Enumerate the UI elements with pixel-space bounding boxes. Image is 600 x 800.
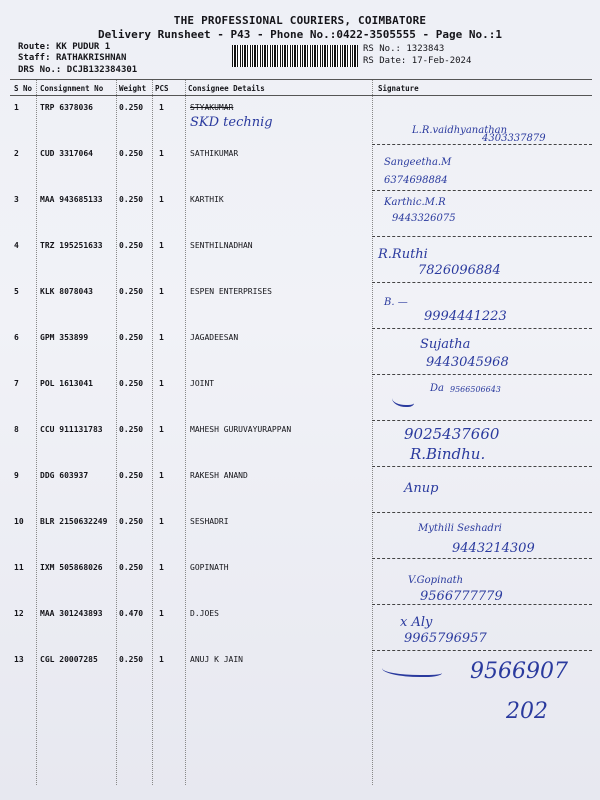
row-separator [372,190,592,191]
row-weight: 0.250 [119,241,144,250]
route-line [18,42,110,52]
row-separator [372,466,592,467]
pen-scribble [392,393,414,407]
row-weight: 0.250 [119,103,144,112]
row-signature-phone: 6374698884 [384,175,448,186]
row-consignment: CCU 911131783 [40,425,103,434]
row-weight: 0.250 [119,655,144,664]
row-pcs: 1 [159,287,164,296]
row-sno: 5 [14,287,19,296]
table-row [0,379,600,425]
row-pcs: 1 [159,333,164,342]
row-pcs: 1 [159,379,164,388]
row-consignee: D.JOES [190,609,219,618]
row-pcs: 1 [159,103,164,112]
row-weight: 0.250 [119,333,144,342]
company-title: THE PROFESSIONAL COURIERS, COIMBATORE [173,14,427,27]
row-consignment: GPM 353899 [40,333,89,342]
row-pcs: 1 [159,609,164,618]
row-sno: 1 [14,103,19,112]
row-separator [372,374,592,375]
row-sno: 10 [14,517,24,526]
row-signature-phone: 9965796957 [404,631,487,646]
row-signature-phone: 9025437660 [404,425,500,443]
rs-no-value: 1323843 [406,44,445,54]
row-separator [372,650,592,651]
staff-value: RATHAKRISHNAN [55,53,127,63]
row-consignment: MAA 943685133 [40,195,103,204]
row-signature: V.Gopinath [408,575,464,586]
col-consignee: Consignee Details [188,84,265,93]
rs-date-value: 17-Feb-2024 [411,56,472,66]
row-signature: L.R.vaidhyanathan [412,125,508,136]
row-weight: 0.470 [119,609,144,618]
route-value: KK PUDUR 1 [55,42,111,52]
row-signature-phone: 4303337879 [482,133,546,144]
col-consignment: Consignment No [40,84,104,93]
row-sno: 12 [14,609,24,618]
row-weight: 0.250 [119,471,144,480]
row-consignee: ESPEN ENTERPRISES [190,287,272,296]
row-separator [372,420,592,421]
row-separator [372,282,592,283]
row-weight: 0.250 [119,195,144,204]
row-sno: 13 [14,655,24,664]
col-pcs: PCS [155,84,169,93]
row-weight: 0.250 [119,149,144,158]
row-separator [372,144,592,145]
table-row [0,287,600,333]
rs-no-line [363,44,444,54]
table-row [0,241,600,287]
row-sno: 9 [14,471,19,480]
drs-value: DCJB132384301 [66,65,138,75]
row-signature-phone: 9566777779 [420,589,503,604]
runsheet-subtitle: Delivery Runsheet - P43 - Phone No.:0422-3505555 - Page No.:1 [98,28,502,41]
handwritten-note: SKD technig [190,115,273,130]
row-sno: 4 [14,241,19,250]
header-rule-top [10,79,592,80]
row-weight: 0.250 [119,379,144,388]
row-consignment: MAA 301243893 [40,609,103,618]
row-pcs: 1 [159,241,164,250]
row-signature: R.Ruthi [378,247,428,262]
table-row [0,471,600,517]
row-consignee: SESHADRI [190,517,229,526]
row-signature: Sangeetha.M [384,157,452,168]
row-weight: 0.250 [119,517,144,526]
row-pcs: 1 [159,425,164,434]
table-row [0,149,600,195]
row-sno: 11 [14,563,24,572]
rs-date-label: RS Date: [363,56,407,66]
row-consignee: MAHESH GURUVAYURAPPAN [190,425,292,434]
row-consignment: DDG 603937 [40,471,89,480]
table-row [0,655,600,724]
row-signature: Sujatha [420,337,471,352]
staff-line [18,53,126,63]
pen-scribble [382,663,442,677]
row-signature-phone: 9443326075 [392,213,456,224]
row-consignment: TRP 6378036 [40,103,93,112]
row-signature-phone: 9443214309 [452,541,535,556]
row-sno: 8 [14,425,19,434]
row-consignee: KARTHIK [190,195,224,204]
row-pcs: 1 [159,517,164,526]
rs-date-line [363,56,471,66]
row-consignment: IXM 505868026 [40,563,103,572]
row-weight: 0.250 [119,563,144,572]
row-pcs: 1 [159,471,164,480]
row-signature-phone: 9566506643 [450,385,501,394]
row-consignee: GOPINATH [190,563,229,572]
row-consignment: TRZ 195251633 [40,241,103,250]
rs-no-label: RS No.: [363,44,401,54]
drs-line [18,65,137,75]
table-row [0,609,600,655]
row-separator [372,236,592,237]
route-label: Route: [18,42,51,52]
col-weight: Weight [119,84,147,93]
row-consignee: ANUJ K JAIN [190,655,243,664]
row-sno: 6 [14,333,19,342]
row-signature: Mythili Seshadri [418,523,502,534]
row-consignee: JOINT [190,379,215,388]
col-signature: Signature [378,84,419,93]
row-sno: 3 [14,195,19,204]
row-signature: x Aly [400,615,433,630]
row-signature-phone: 7826096884 [418,263,501,278]
row-signature: Karthic.M.R [384,197,446,208]
row-signature-phone: 9994441223 [424,309,507,324]
row-sno: 2 [14,149,19,158]
drs-label: DRS No.: [18,65,62,75]
row-signature-phone: 9566907 [470,659,568,684]
table-row [0,195,600,241]
row-separator [372,328,592,329]
row-weight: 0.250 [119,287,144,296]
row-consignee: JAGADEESAN [190,333,239,342]
row-pcs: 1 [159,149,164,158]
row-separator [372,558,592,559]
row-pcs: 1 [159,563,164,572]
header-rule-bottom [10,95,592,96]
row-sno: 7 [14,379,19,388]
row-separator [372,604,592,605]
staff-label: Staff: [18,53,51,63]
table-row [0,103,600,149]
row-consignment: CGL 20007285 [40,655,98,664]
table-row [0,517,600,563]
col-sno: S No [14,84,33,93]
row-consignee: STYAKUMAR [190,103,234,112]
row-signature-extra: 202 [506,699,548,724]
row-consignee: SENTHILNADHAN [190,241,253,250]
row-pcs: 1 [159,195,164,204]
row-signature: B. — [384,297,408,308]
table-row [0,425,600,471]
row-separator [372,512,592,513]
row-weight: 0.250 [119,425,144,434]
barcode [232,45,358,67]
row-consignee: SATHIKUMAR [190,149,239,158]
table-row [0,563,600,609]
table-row [0,333,600,379]
row-signature: Anup [404,481,439,496]
row-signature: R.Bindhu. [410,445,486,463]
row-consignee: RAKESH ANAND [190,471,248,480]
row-signature-phone: 9443045968 [426,355,509,370]
row-consignment: CUD 3317064 [40,149,93,158]
row-signature: Da [430,383,444,394]
row-pcs: 1 [159,655,164,664]
row-consignment: POL 1613041 [40,379,93,388]
row-consignment: KLK 8078043 [40,287,93,296]
row-consignment: BLR 2150632249 [40,517,108,526]
